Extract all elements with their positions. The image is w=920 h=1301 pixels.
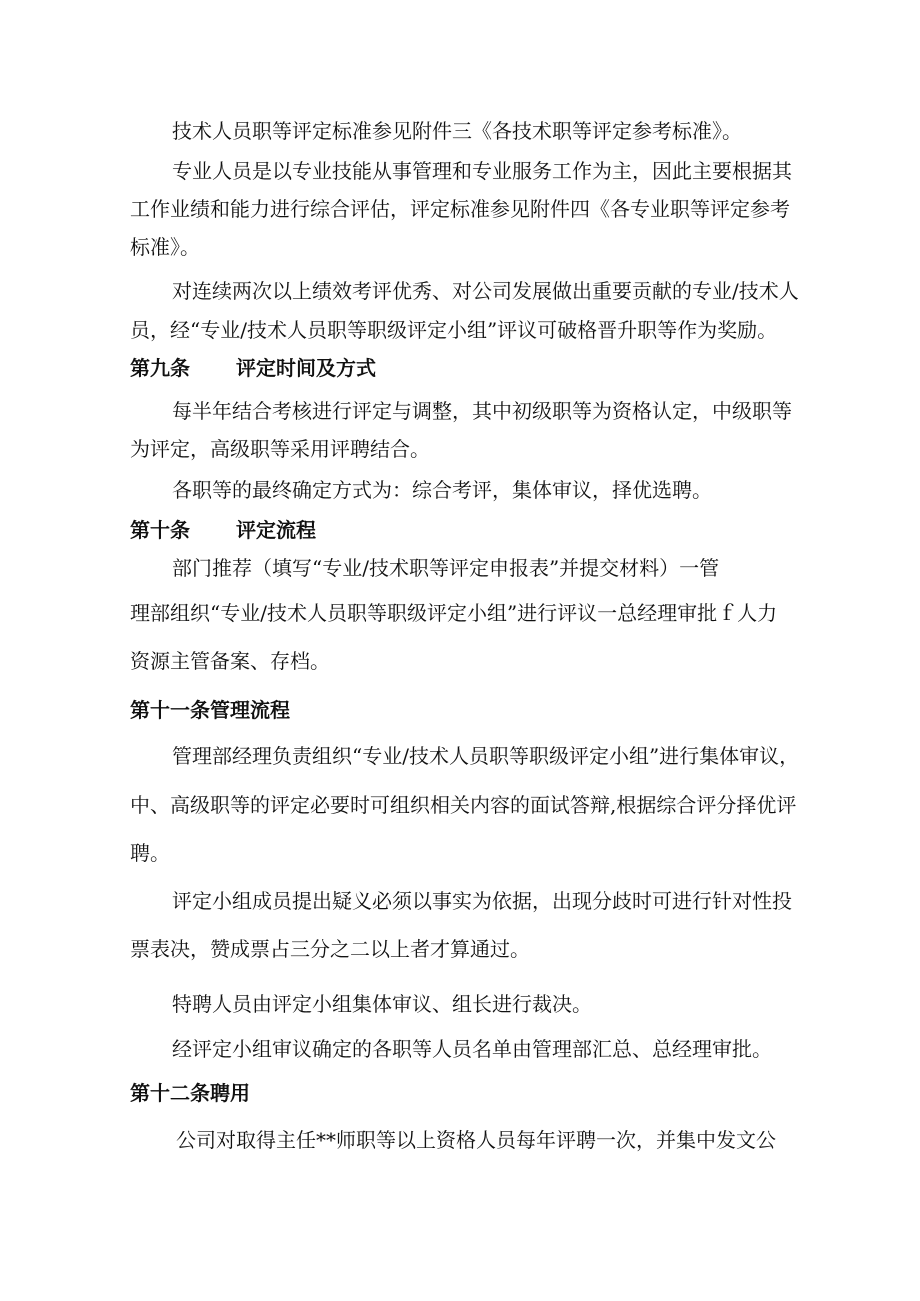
paragraph-tech-standard: 技术人员职等评定标准参见附件三《各技术职等评定参考标准》。 <box>172 119 742 143</box>
paragraph-process-line3: 资源主管备案、存档。 <box>130 649 330 673</box>
paragraph-process-line2: 理部组织“专业/技术人员职等职级评定小组”进行评议一总经理审批ｆ人力 <box>130 601 778 625</box>
paragraph-management-line3: 聘。 <box>130 841 170 865</box>
paragraph-appointment: 公司对取得主任**师职等以上资格人员每年评聘一次，并集中发文公 <box>176 1128 776 1152</box>
paragraph-promotion-line2: 员，经“专业/技术人员职等职级评定小组”评议可破格晋升职等作为奖励。 <box>130 318 778 342</box>
paragraph-process-line1: 部门推荐（填写“专业/技术职等评定申报表”并提交材料）一管 <box>172 556 720 580</box>
paragraph-dispute-line1: 评定小组成员提出疑义必须以事实为依据，出现分歧时可进行针对性投 <box>172 889 792 913</box>
section-heading-article-12: 第十二条聘用 <box>130 1081 250 1105</box>
section-heading-article-11: 第十一条管理流程 <box>130 698 290 722</box>
paragraph-management-line1: 管理部经理负责组织“专业/技术人员职等职级评定小组”进行集体审议， <box>172 744 800 768</box>
paragraph-final-method: 各职等的最终确定方式为：综合考评，集体审议，择优选聘。 <box>172 478 712 502</box>
section-heading-article-9 <box>130 355 376 381</box>
paragraph-special-hire: 特聘人员由评定小组集体审议、组长进行裁决。 <box>172 992 592 1016</box>
section-heading-article-10 <box>130 517 316 543</box>
article-title: 评定流程 <box>236 518 316 542</box>
paragraph-dispute-line2: 票表决，赞成票占三分之二以上者才算通过。 <box>130 937 530 961</box>
paragraph-professional-line2: 工作业绩和能力进行综合评估，评定标准参见附件四《各专业职等评定参考 <box>130 197 790 221</box>
article-number: 第九条 <box>130 356 190 380</box>
paragraph-promotion-line1: 对连续两次以上绩效考评优秀、对公司发展做出重要贡献的专业/技术人 <box>172 279 799 303</box>
paragraph-timing-line2: 为评定，高级职等采用评聘结合。 <box>130 437 430 461</box>
paragraph-professional-line1: 专业人员是以专业技能从事管理和专业服务工作为主，因此主要根据其 <box>172 159 792 183</box>
paragraph-professional-line3: 标准》。 <box>130 235 200 259</box>
paragraph-approval: 经评定小组审议确定的各职等人员名单由管理部汇总、总经理审批。 <box>172 1037 772 1061</box>
article-number: 第十条 <box>130 518 190 542</box>
paragraph-timing-line1: 每半年结合考核进行评定与调整，其中初级职等为资格认定，中级职等 <box>172 399 792 423</box>
article-title: 评定时间及方式 <box>236 356 376 380</box>
paragraph-management-line2: 中、高级职等的评定必要时可组织相关内容的面试答辩,根据综合评分择优评 <box>130 793 797 817</box>
